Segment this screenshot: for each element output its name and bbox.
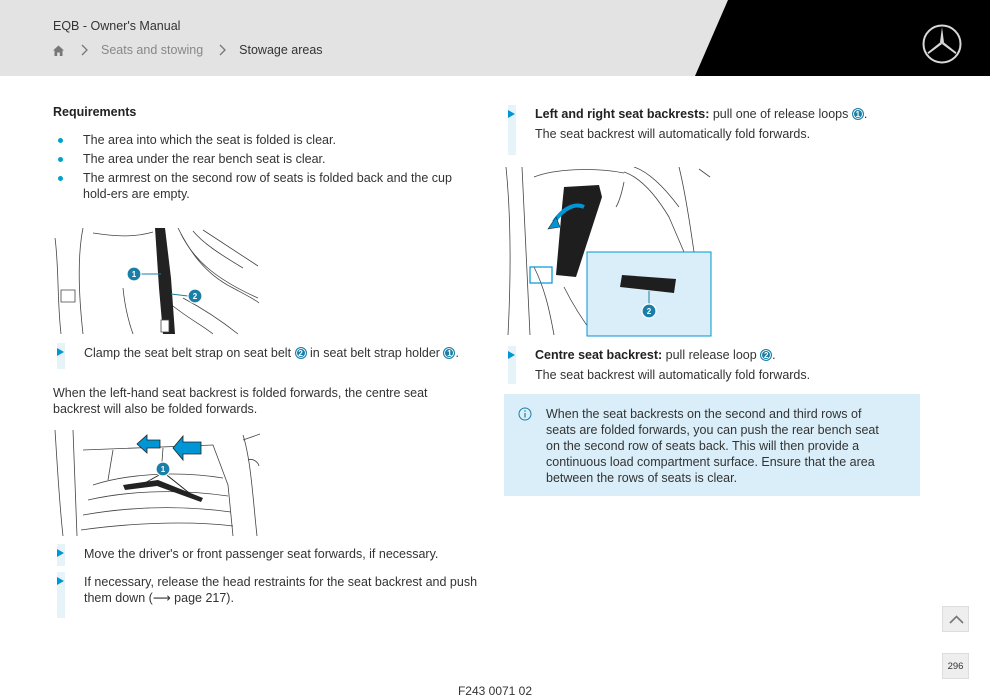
callout-1: 1 (131, 270, 137, 279)
step-arrow-icon (57, 577, 64, 585)
requirements-list (53, 132, 473, 202)
release-loop-illustration (504, 167, 712, 337)
requirements-section (53, 105, 473, 205)
step-left-right-backrests-result: The seat backrest will automatically fold forwards. (535, 127, 811, 141)
rear-seat-folding-illustration (53, 430, 261, 536)
document-title: EQB - Owner's Manual (53, 19, 181, 33)
step-centre-backrest: Centre seat backrest: pull release loop 2 . (535, 348, 776, 362)
list-item: The area into which the seat is folded is clear. (53, 132, 473, 148)
bullet-icon (58, 157, 63, 162)
step-arrow-icon (57, 549, 64, 557)
step-arrow-icon (508, 351, 515, 359)
breadcrumb (52, 42, 323, 58)
list-item: The armrest on the second row of seats is folded back and the cup hold-ers are empty. (53, 170, 473, 202)
step-bar (57, 343, 65, 369)
callout-1: 1 (852, 108, 864, 120)
chevron-right-icon (217, 44, 227, 56)
chevron-up-icon (943, 607, 970, 633)
callout-1: 1 (160, 465, 166, 474)
step-left-right-backrests: Left and right seat backrests: pull one of release loops 1 . (535, 107, 868, 121)
list-item: The area under the rear bench seat is clear. (53, 151, 473, 167)
callout-2: 2 (646, 307, 652, 316)
breadcrumb-seats-and-stowing[interactable]: Seats and stowing (101, 43, 204, 57)
step-clamp-belt: Clamp the seat belt strap on seat belt 2 in seat belt strap holder 1 . (84, 346, 459, 360)
figure-code: F243 0071 02 (457, 684, 533, 698)
info-icon (518, 407, 532, 421)
callout-2: 2 (295, 347, 307, 359)
callout-2: 2 (192, 292, 198, 301)
requirements-title: Requirements (53, 105, 137, 119)
step-move-front-seat: Move the driver's or front passenger seat forwards, if necessary. (84, 547, 439, 561)
breadcrumb-stowage-areas: Stowage areas (239, 43, 323, 57)
page-number: 296 (942, 653, 969, 679)
home-icon[interactable] (52, 44, 65, 57)
step-arrow-icon (508, 110, 515, 118)
scroll-up-button[interactable] (942, 606, 969, 632)
step-release-head-restraints: If necessary, release the head restraints for the seat backrest and push them down (⟶ page 217). (84, 575, 478, 605)
mercedes-star-logo[interactable] (921, 23, 963, 65)
seat-belt-holder-illustration (53, 228, 261, 336)
paragraph-centre-backrest-note: When the left-hand seat backrest is folded forwards, the centre seat backrest will also be folded forwards. (53, 386, 428, 416)
header-brand-panel (0, 0, 990, 76)
callout-2: 2 (760, 349, 772, 361)
bullet-icon (58, 176, 63, 181)
chevron-right-icon (79, 44, 89, 56)
step-arrow-icon (57, 348, 64, 356)
bullet-icon (58, 138, 63, 143)
step-centre-backrest-result: The seat backrest will automatically fold forwards. (535, 368, 811, 382)
info-note (504, 394, 920, 496)
info-note-text: When the seat backrests on the second and third rows of seats are folded forwards, you can push the rear bench seat on the second row of seats back. This will then provide a continuous load compartment surface. Ensure that the area between the rows of seats is clear. (546, 407, 879, 485)
callout-1: 1 (443, 347, 455, 359)
